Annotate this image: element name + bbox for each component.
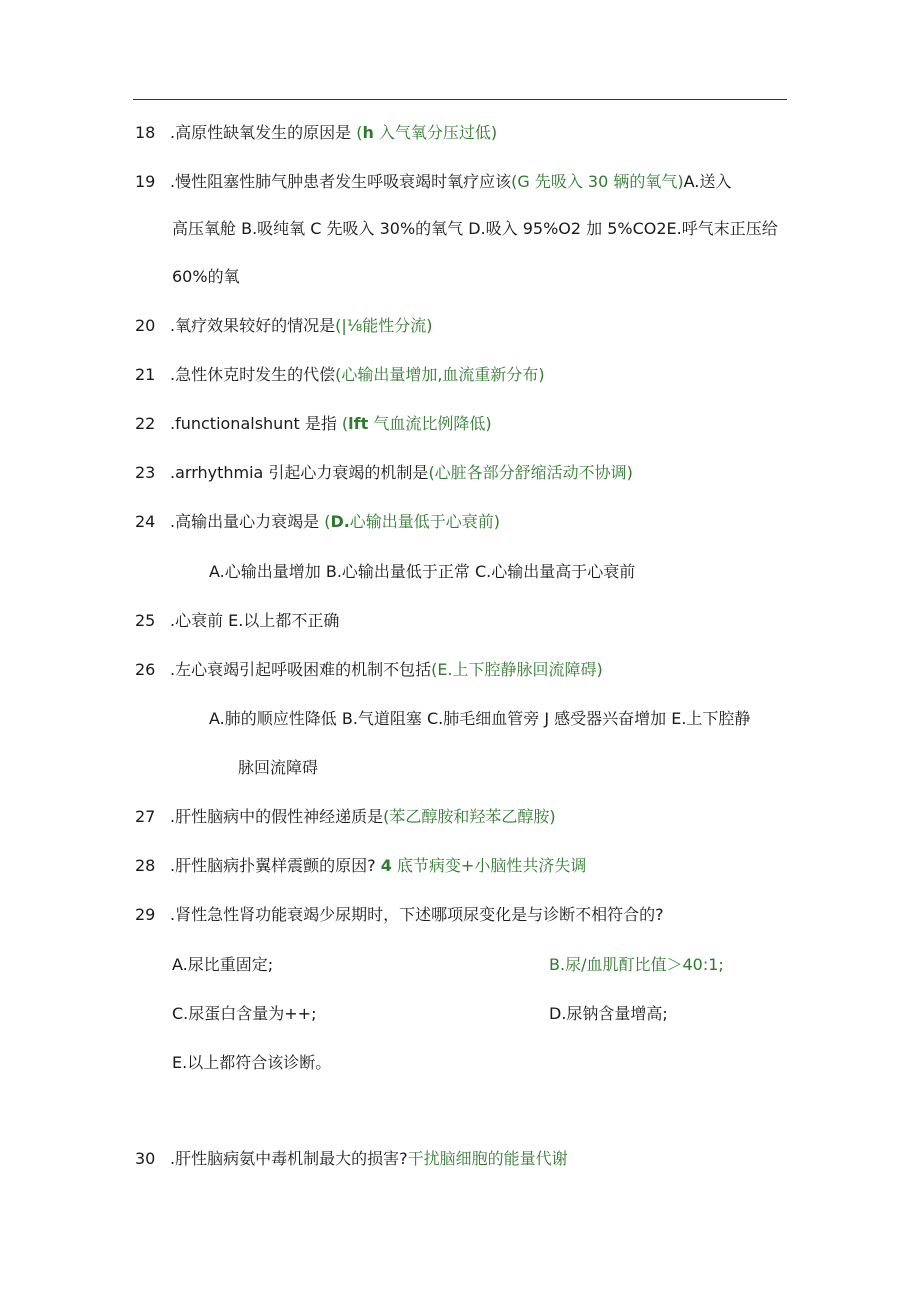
option-b: B.尿/血肌酊比值＞40:1; [549, 955, 724, 974]
option-start: A.送入 [683, 172, 732, 191]
question-text: .functionalshunt 是指 [170, 414, 337, 433]
answer-open: ( [324, 512, 331, 531]
question-text: .肝性脑病氨中毒机制最大的损害? [170, 1149, 408, 1168]
question-text: .高输出量心力衰竭是 [170, 512, 320, 531]
question-number: 20 [135, 316, 156, 335]
question-text: .arrhythmia 引起心力衰竭的机制是 [170, 463, 429, 482]
question-number: 18 [135, 123, 156, 142]
answer-text: (G 先吸入 30 辆的氧气) [511, 172, 684, 191]
answer-text: 干扰脑细胞的能量代谢 [407, 1149, 568, 1168]
answer-open: ( [341, 414, 349, 433]
question-number: 27 [135, 807, 156, 826]
question-number: 19 [135, 172, 156, 191]
option-e: E.以上都符合该诊断。 [172, 1053, 332, 1072]
answer-text: 底节病变+小脑性共济失调 [391, 856, 587, 875]
answer-text: 气血流比例降低) [368, 414, 492, 433]
question-text: .肾性急性肾功能衰竭少尿期时，下述哪项尿变化是与诊断不相符合的? [170, 905, 664, 924]
question-text: .氧疗效果较好的情况是 [170, 316, 336, 335]
question-number: 22 [135, 414, 156, 433]
answer-text: 入气氧分压过低) [373, 123, 498, 142]
question-number: 25 [135, 611, 156, 630]
option-d: D.尿钠含量增高; [549, 1004, 668, 1023]
question-number: 21 [135, 365, 156, 384]
answer-text: (心输出量增加,血流重新分布) [335, 365, 545, 384]
question-text: .肝性脑病中的假性神经递质是 [170, 807, 384, 826]
question-text: .高原性缺氧发生的原因是 [170, 123, 352, 142]
question-number: 23 [135, 463, 156, 482]
question-24-options: A.心输出量增加 B.心输出量低于正常 C.心输出量高于心衰前 [209, 562, 636, 581]
question-number: 28 [135, 856, 156, 875]
answer-text: (心脏各部分舒缩活动不协调) [428, 463, 633, 482]
answer-text: (E.上下腔静脉回流障碍) [431, 660, 603, 679]
answer-text: 心输出量低于心衰前) [349, 512, 501, 531]
question-number: 24 [135, 512, 156, 531]
question-number: 26 [135, 660, 156, 679]
answer-bold: lft [348, 414, 369, 433]
question-26-options-cont: 脉回流障碍 [238, 758, 319, 777]
answer-bold: h [362, 123, 374, 142]
option-a: A.尿比重固定; [172, 955, 274, 974]
answer-bold: 4 [380, 856, 392, 875]
question-text: .慢性阻塞性肺气肿患者发生呼吸衰竭时氧疗应该 [170, 172, 512, 191]
question-19-options: 高压氧舱 B.吸纯氧 C 先吸入 30%的氧气 D.吸入 95%O2 加 5%CO2E.呼气末正压给 [172, 219, 778, 238]
answer-text: (苯乙醇胺和羟苯乙醇胺) [383, 807, 556, 826]
top-divider [133, 99, 787, 100]
question-text: .左心衰竭引起呼吸困难的机制不包括 [170, 660, 432, 679]
option-c: C.尿蛋白含量为++; [172, 1004, 317, 1023]
question-number: 30 [135, 1149, 156, 1168]
question-26-options: A.肺的顺应性降低 B.气道阻塞 C.肺毛细血管旁 J 感受器兴奋增加 E.上下腔静 [209, 709, 751, 728]
question-number: 29 [135, 905, 156, 924]
question-text: .急性休克时发生的代偿 [170, 365, 336, 384]
question-19-options-cont: 60%的氧 [172, 267, 240, 286]
question-text: .心衰前 E.以上都不正确 [170, 611, 340, 630]
answer-text: (|⅛能性分流) [335, 316, 433, 335]
answer-bold: D. [330, 512, 350, 531]
answer-open: ( [356, 123, 363, 142]
question-text: .肝性脑病扑翼样震颤的原因? [170, 856, 376, 875]
